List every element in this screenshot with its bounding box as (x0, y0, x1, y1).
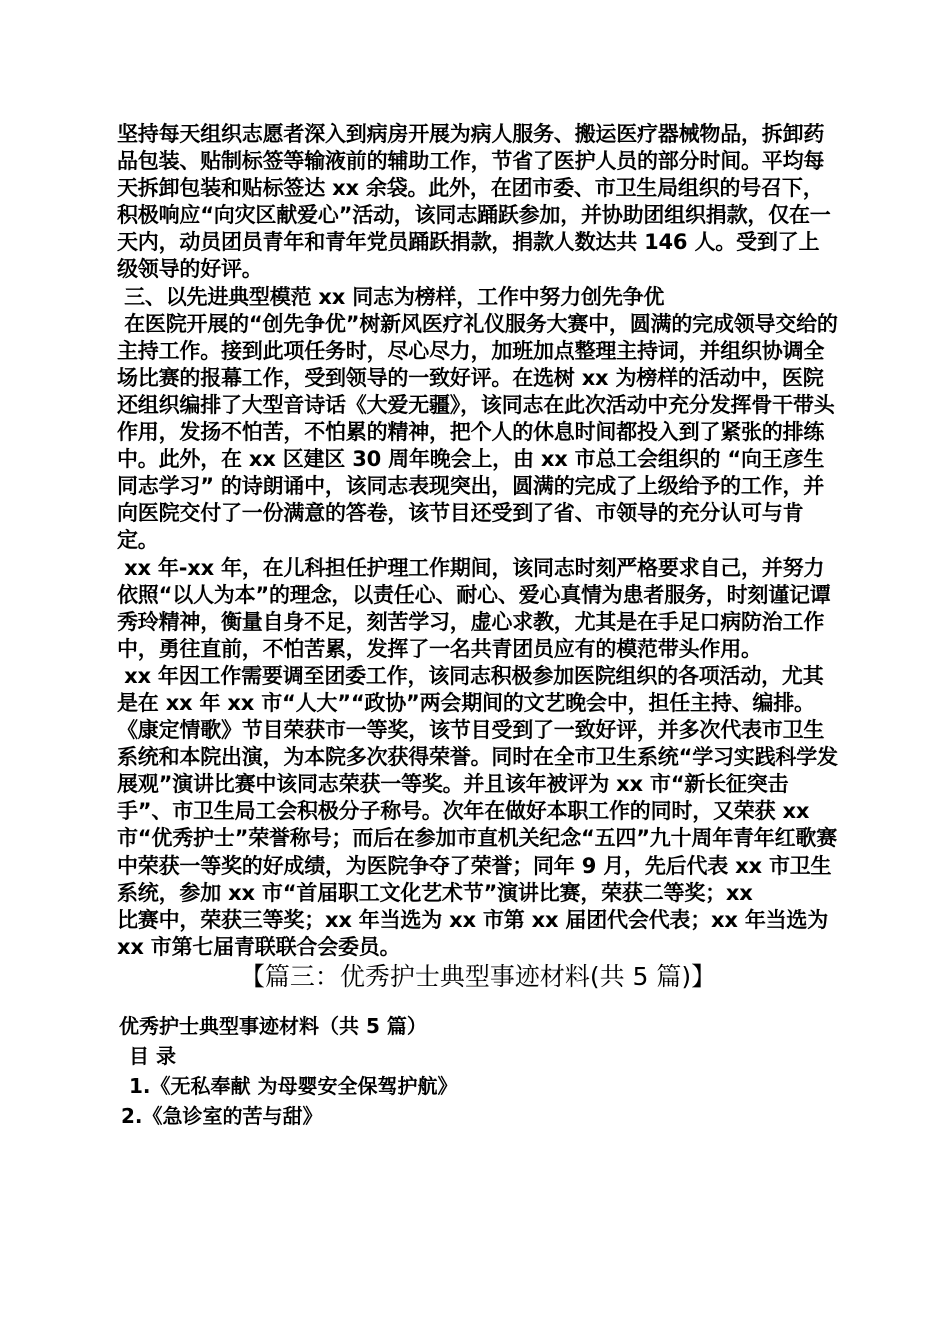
toc-item: 2.《急诊室的苦与甜》 (121, 1103, 323, 1128)
paragraph-youth-league: xx 年因工作需要调至团委工作，该同志积极参加医院组织的各项活动，尤其是在 xx 年 xx 市“人大”“政协”两会期间的文艺晚会中，担任主持、编排。《康定情歌》节目荣获市一等奖，该节目受到了一致好评，并多次代表市卫生系统和本院出演，为本院多次获得荣誉。同时在全市卫生系统“学习实践科学发展观”演讲比赛中该同志荣获一等奖。并且该年被评为 xx 市“新长征突击手”、市卫生局工会积极分子称号。次年在做好本职工作的同时，又荣获 xx 市“优秀护士”荣誉称号；而后在参加市直机关纪念“五四”九十周年青年红歌赛中荣获一等奖的好成绩，为医院争夺了荣誉；同年 9 月，先后代表 xx 市卫生系统，参加 xx 市“首届职工文化艺术节”演讲比赛，荣获二等奖；xx (117, 663, 838, 905)
section-title: 【篇三：优秀护士典型事迹材料(共 5 篇)】 (239, 961, 717, 991)
paragraph-volunteer-work: 坚持每天组织志愿者深入到病房开展为病人服务、搬运医疗器械物品，拆卸药品包装、贴制标签等输液前的辅助工作，节省了医护人员的部分时间。平均每天拆卸包装和贴标签达 xx 余袋。此外，在团市委、市卫生局组织的号召下，积极响应“向灾区献爱心”活动，该同志踊跃参加，并协助团组织捐款，仅在一天内，动员团员青年和青年党员踊跃捐款，捐款人数达共 146 人。受到了上级领导的好评。 (117, 122, 831, 282)
toc-item: 1.《无私奉献 为母婴安全保驾护航》 (129, 1073, 458, 1098)
document-page (117, 121, 839, 1131)
sub-heading: 优秀护士典型事迹材料（共 5 篇） (119, 1013, 427, 1038)
paragraph-competition: 在医院开展的“创先争优”树新风医疗礼仪服务大赛中，圆满的完成领导交给的主持工作。接到此项任务时，尽心尽力，加班加点整理主持词，并组织协调全场比赛的报幕工作，受到领导的一致好评。在选树 xx 为榜样的活动中，医院还组织编排了大型音诗话《大爱无疆》，该同志在此次活动中充分发挥骨干带头作用，发扬不怕苦，不怕累的精神，把个人的休息时间都投入到了紧张的排练中。此外，在 xx 区建区 30 周年晚会上，由 xx 市总工会组织的 “向王彦生同志学习” 的诗朗诵中，该同志表现突出，圆满的完成了上级给予的工作，并向医院交付了一份满意的答卷，该节目还受到了省、市领导的充分认可与肯定。 (117, 311, 838, 553)
section-heading-three: 三、以先进典型模范 xx 同志为榜样，工作中努力创先争优 (117, 284, 665, 309)
toc-label: 目 录 (129, 1043, 176, 1068)
paragraph-pediatrics: xx 年-xx 年，在儿科担任护理工作期间，该同志时刻严格要求自己，并努力依照“以人为本”的理念，以责任心、耐心、爱心真情为患者服务，时刻谨记谭秀玲精神，衡量自身不足，刻苦学习，虚心求教，尤其是在手足口病防治工作中，勇往直前，不怕苦累，发挥了一名共青团员应有的模范带头作用。 (117, 555, 831, 661)
paragraph-awards: 比赛中，荣获三等奖；xx 年当选为 xx 市第 xx 届团代会代表；xx 年当选为 xx 市第七届青联联合会委员。 (117, 907, 836, 959)
